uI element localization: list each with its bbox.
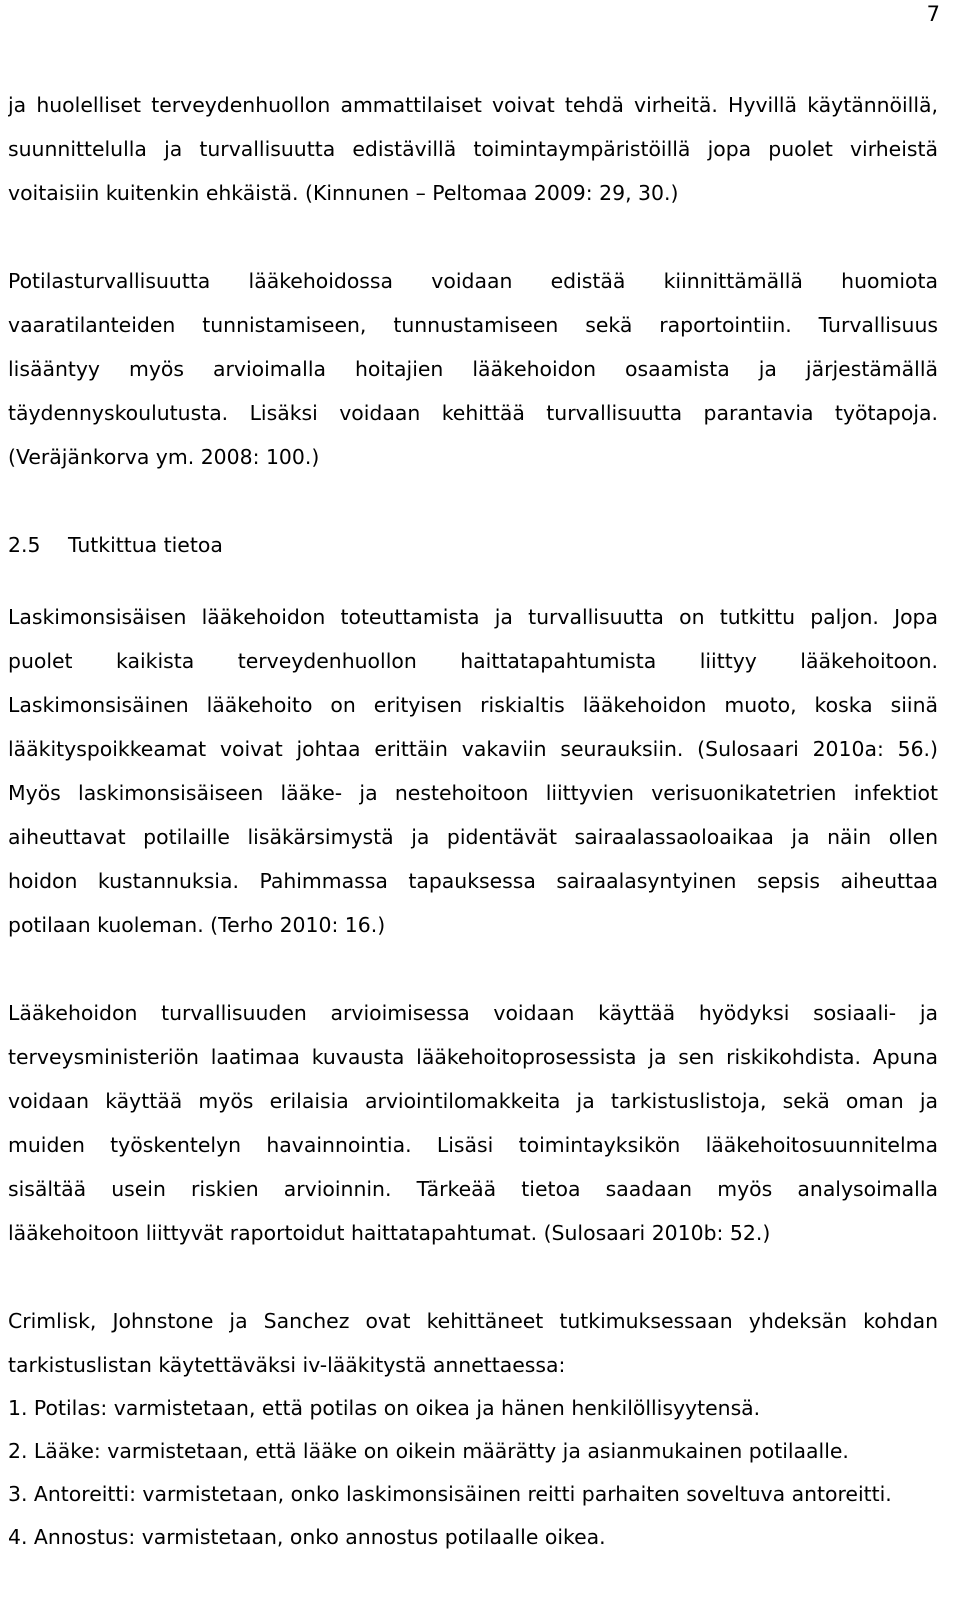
section-heading bbox=[8, 523, 938, 567]
paragraph-safety-assessment bbox=[8, 991, 938, 1255]
text-line: sisältää usein riskien arvioinnin. Tärkeää tietoa saadaan myös analysoimalla bbox=[8, 1177, 938, 1201]
text-line: voidaan käyttää myös erilaisia arviointilomakkeita ja tarkistuslistoja, sekä oman ja bbox=[8, 1089, 938, 1113]
checklist-item: 3. Antoreitti: varmistetaan, onko laskimonsisäinen reitti parhaiten soveltuva antoreitti. bbox=[8, 1482, 892, 1506]
text-line: suunnittelulla ja turvallisuutta edistävillä toimintaympäristöillä jopa puolet virheistä bbox=[8, 137, 938, 161]
text-line: lisääntyy myös arvioimalla hoitajien lääkehoidon osaamista ja järjestämällä bbox=[8, 357, 938, 381]
text-line: puolet kaikista terveydenhuollon haittatapahtumista liittyy lääkehoitoon. bbox=[8, 649, 938, 673]
text-line: aiheuttavat potilaille lisäkärsimystä ja pidentävät sairaalassaoloaikaa ja näin ollen bbox=[8, 825, 938, 849]
page-number: 7 bbox=[926, 2, 940, 26]
text-line: täydennyskoulutusta. Lisäksi voidaan kehittää turvallisuutta parantavia työtapoja. bbox=[8, 401, 938, 425]
text-line: tarkistuslistan käytettäväksi iv-lääkitystä annettaessa: bbox=[8, 1353, 566, 1377]
text-line: hoidon kustannuksia. Pahimmassa tapauksessa sairaalasyntyinen sepsis aiheuttaa bbox=[8, 869, 938, 893]
text-line: lääkehoitoon liittyvät raportoidut haittatapahtumat. (Sulosaari 2010b: 52.) bbox=[8, 1221, 771, 1245]
section-title: Tutkittua tietoa bbox=[68, 533, 223, 557]
text-line: Laskimonsisäisen lääkehoidon toteuttamista ja turvallisuutta on tutkittu paljon. Jopa bbox=[8, 605, 938, 629]
document-body bbox=[8, 83, 938, 1559]
section-number: 2.5 bbox=[8, 533, 41, 557]
paragraph-checklist-intro bbox=[8, 1299, 938, 1387]
checklist-item: 2. Lääke: varmistetaan, että lääke on oikein määrätty ja asianmukainen potilaalle. bbox=[8, 1439, 849, 1463]
text-line: Myös laskimonsisäiseen lääke- ja nestehoitoon liittyvien verisuonikatetrien infektiot bbox=[8, 781, 938, 805]
text-line: ja huolelliset terveydenhuollon ammattilaiset voivat tehdä virheitä. Hyvillä käytännöillä, bbox=[8, 93, 938, 117]
text-line: vaaratilanteiden tunnistamiseen, tunnustamiseen sekä raportointiin. Turvallisuus bbox=[8, 313, 938, 337]
text-line: Laskimonsisäinen lääkehoito on erityisen riskialtis lääkehoidon muoto, koska siinä bbox=[8, 693, 938, 717]
checklist-item: 1. Potilas: varmistetaan, että potilas on oikea ja hänen henkilöllisyytensä. bbox=[8, 1396, 761, 1420]
text-line: potilaan kuoleman. (Terho 2010: 16.) bbox=[8, 913, 386, 937]
text-line: lääkityspoikkeamat voivat johtaa erittäin vakaviin seurauksiin. (Sulosaari 2010a: 56.) bbox=[8, 737, 938, 761]
text-line: Crimlisk, Johnstone ja Sanchez ovat kehittäneet tutkimuksessaan yhdeksän kohdan bbox=[8, 1309, 938, 1333]
text-line: voitaisiin kuitenkin ehkäistä. (Kinnunen – Peltomaa 2009: 29, 30.) bbox=[8, 181, 679, 205]
text-line: muiden työskentelyn havainnointia. Lisäsi toimintayksikön lääkehoitosuunnitelma bbox=[8, 1133, 938, 1157]
text-line: (Veräjänkorva ym. 2008: 100.) bbox=[8, 445, 320, 469]
text-line: Lääkehoidon turvallisuuden arvioimisessa voidaan käyttää hyödyksi sosiaali- ja bbox=[8, 1001, 938, 1025]
text-line: terveysministeriön laatimaa kuvausta lääkehoitoprosessista ja sen riskikohdista. Apuna bbox=[8, 1045, 938, 1069]
paragraph-intro-errors bbox=[8, 83, 938, 215]
paragraph-patient-safety bbox=[8, 259, 938, 479]
checklist bbox=[8, 1387, 938, 1559]
checklist-item: 4. Annostus: varmistetaan, onko annostus potilaalle oikea. bbox=[8, 1525, 606, 1549]
paragraph-iv-research bbox=[8, 595, 938, 947]
text-line: Potilasturvallisuutta lääkehoidossa voidaan edistää kiinnittämällä huomiota bbox=[8, 269, 938, 293]
